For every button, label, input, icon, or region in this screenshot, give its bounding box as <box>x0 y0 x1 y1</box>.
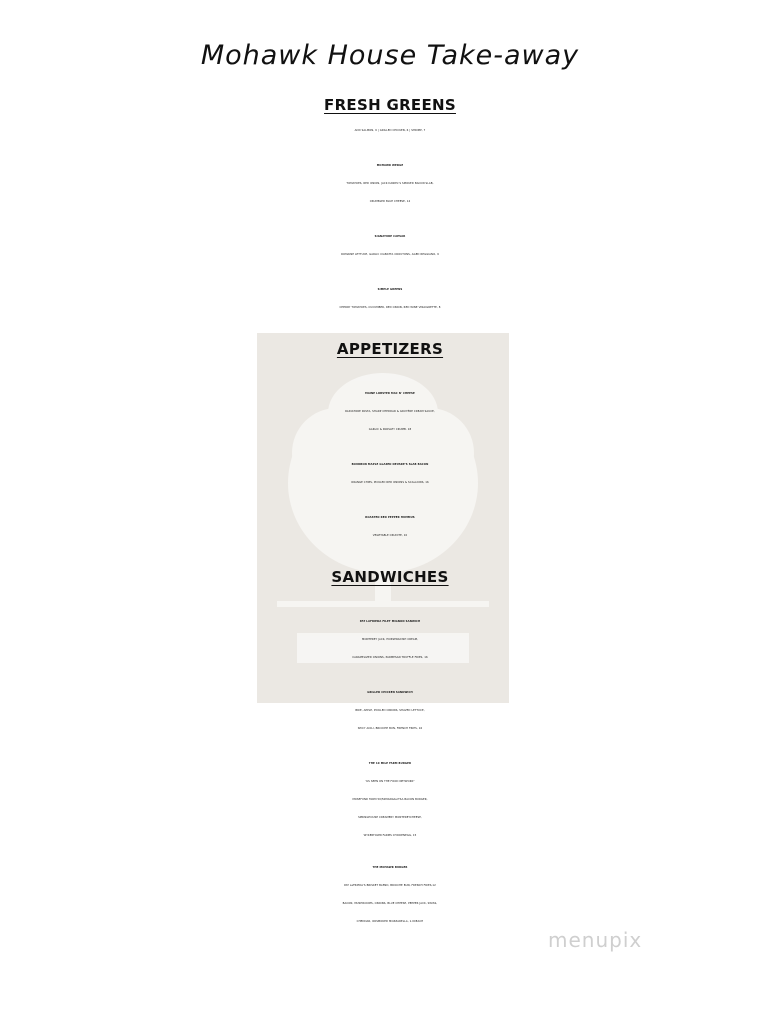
menu-title: Mohawk House Take-away <box>200 40 580 71</box>
section-heading-sandwiches: SANDWICHES <box>331 568 449 586</box>
item-description: CHERRY TOMATOES, CUCUMBER, RED ONION, RED WINE VINAIGRETTE, 8 <box>339 306 441 309</box>
section-heading-appetizers: APPETIZERS <box>336 340 444 358</box>
item-description: ORANGE CHIPS, PICKLED RED ONIONS & SCALLIONS, 16 <box>351 481 429 484</box>
item-description: “AS SEEN ON THE FOOD NETWORK” <box>365 780 415 783</box>
item-description: SPICY AIOLI, BRIOCHE BUN, FRENCH FRIES, 16 <box>357 727 423 730</box>
item-description: MONTEREY JACK, HORSERADISH CREAM, <box>361 638 419 641</box>
item-name-hummus: ROASTED RED PEPPER HUMMUS <box>365 516 415 519</box>
item-name-bourbon-bacon: BOURBON MAPLE GLAZED NEUSKE'S SLAB BACON <box>351 463 429 466</box>
item-description: RADIATORE PASTA, SHARP CHEDDAR & GRUYÈRE CREAM SAUCE, <box>345 410 435 413</box>
item-description: BACON, MUSHROOMS, ONIONS, BLUE CHEESE, PEPPER JACK, SWISS, <box>342 902 438 905</box>
item-name-10-mile-burger: THE 10 MILE FARM BURGER <box>368 762 412 765</box>
item-name-grilled-chicken: GRILLED CHICKEN SANDWICH <box>367 691 413 694</box>
item-description: VEGETABLE CRUDITE, 10 <box>372 534 408 537</box>
item-name-mohawk-burger: THE MOHAWK BURGER <box>372 866 408 869</box>
menupix-watermark: menupix <box>548 928 643 952</box>
item-name-mohawk-wedge: MOHAWK WEDGE <box>376 164 404 167</box>
section-heading-fresh-greens: FRESH GREENS <box>324 96 456 114</box>
add-on-note: ADD SALMON, 9 | GRILLED CHICKEN, 6 | SHRIMP, 7 <box>354 129 426 132</box>
item-description: CHEDDAR, ORSMOKED MOZZARELLA, 1.00EACH <box>356 920 424 923</box>
item-name-signature-caesar: SIGNATURE CAESAR <box>374 235 406 238</box>
item-description: WYKERTOWN FARMS CHICKENEGG, 15 <box>363 834 417 837</box>
item-description: ROMAINE LETTUCE, GARLIC CIABATTA CROUTONS, AGED REGGIANO, 9 <box>341 253 439 256</box>
item-description: BRIE, APPLE, PICKLED ONIONS, SHAVED LETTUCE, <box>355 709 425 712</box>
item-description: SPRINGHOUSE CREAMERY MONTEREYCHEESE, <box>358 816 422 819</box>
item-description: PAT LaFRIEDA'S BRISKET BLEND, BRIOCHE BUN, FRENCH FRIES,12 <box>344 884 436 887</box>
item-name-simple-greens: SIMPLE GREENS <box>377 288 403 291</box>
item-name-maine-lobster-mac: MAINE LOBSTER MAC N' CHEESE <box>365 392 415 395</box>
item-description: CRUMBLED BLUE CHEESE, 14 <box>369 200 411 203</box>
item-description: GARLIC & PARSLEY CRUMB. 18 <box>368 428 412 431</box>
item-name-filet-mignon: PAT LAFRIEDA FILET MIGNON SANWICH <box>359 620 421 623</box>
item-description: MOSEFUND FARM 50/50MANGALITSA BACON BURGER, <box>352 798 428 801</box>
item-description: CARAMELIZED ONIONS, PARMESAN TRUFFLE FRIES, 16 <box>352 656 428 659</box>
item-description: TOMATOES, RED ONION, JACK DANIEL'S SMOKED BACON SLAB, <box>346 182 434 185</box>
